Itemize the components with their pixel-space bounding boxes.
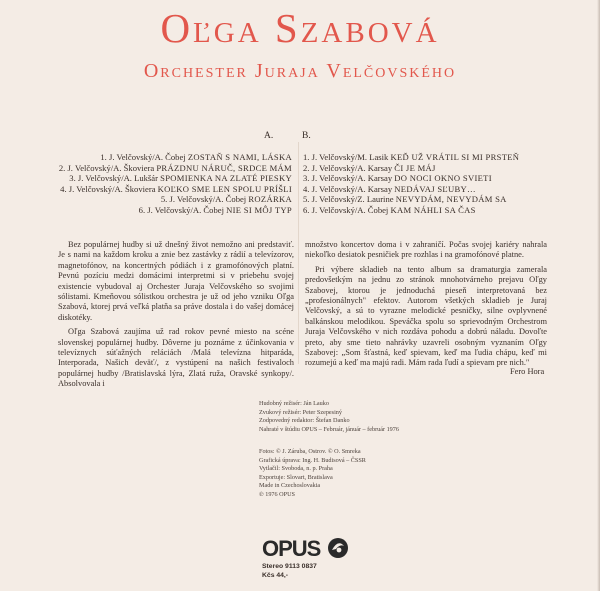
- price: Kčs 44,-: [262, 572, 289, 579]
- opus-logo-icon: [262, 535, 350, 561]
- side-a-label: A.: [264, 131, 274, 141]
- credit-line: Vytlačil: Svoboda, n. p. Praha: [259, 465, 333, 472]
- credit-line: Hudobný režisér: Ján Lauko: [259, 400, 329, 407]
- column-divider: [298, 142, 299, 364]
- credit-line: Made in Czechoslovakia: [259, 482, 321, 489]
- catalog-number: Stereo 9113 0837: [262, 563, 317, 570]
- side-a-tracklist: [59, 152, 292, 216]
- liner-notes-right: [305, 240, 547, 373]
- artist-name: Oľga Szabová: [160, 5, 440, 51]
- track-item: 3. J. Velčovský/A. Lukšár SPOMIENKA NA ZLATÉ PIESKY: [69, 173, 292, 184]
- catalog-info: [262, 562, 317, 580]
- notes-author: Fero Hora: [510, 367, 545, 376]
- track-item: 2. J. Velčovský/A. Karsay ČI JE MÁJ: [303, 162, 436, 173]
- credit-line: Nahraté v štúdiu OPUS – Február, jánuár – február 1976: [259, 425, 399, 433]
- track-item: 4. J. Velčovský/A. Karsay NEDÁVAJ SĽUBY…: [303, 183, 476, 194]
- credit-line: ℗ 1976 OPUS: [259, 490, 295, 498]
- track-item: 4. J. Velčovský/A. Škoviera KOĽKO SME LEN SPOLU PRÍŠLI: [60, 183, 292, 194]
- production-credits: [259, 400, 399, 434]
- credit-line: Zvukový režisér: Peter Szepesiný: [259, 408, 342, 416]
- logo-text: OPUS: [262, 536, 321, 561]
- credit-line: Zodpovedný redaktor: Štefan Danko: [259, 417, 350, 424]
- credit-line: Grafická úprava: Ing. H. Budisová – ČSSR: [259, 456, 366, 464]
- liner-notes-left: [58, 240, 294, 394]
- track-item: 6. J. Velčovský/A. Čobej NIE SI MÔJ TYP: [138, 204, 292, 215]
- design-credits: [259, 448, 366, 499]
- liner-paragraph: Bez populárnej hudby si už dnešný život nemožno ani predstaviť. Je s nami na každom kroku a znie bez zastávky z rádií a televízorov, magnetofónov, na koncertných pódiách i z gramofónových platní. Pevnú pozíciu medzi domácimi interpretmi si v priebehu svojej existencie vybudoval aj Orchester Juraja Velčovského so svojimi sólistami. Kmeňovou sólistkou orchestra je už od jeho vzniku Oľga Szabová, ktorej prvá veľká platňa sa práve dostala i do vašej domácej diskotéky.: [58, 240, 294, 322]
- track-item: 5. J. Velčovský/Z. Laurine NEVYDÁM, NEVYDÁM SA: [303, 194, 507, 205]
- track-item: 1. J. Velčovský/M. Lasik KEĎ UŽ VRÁTIL SI MI PRSTEŇ: [303, 152, 520, 162]
- track-item: 3. J. Velčovský/A. Karsay DO NOCI OKNO SVIETI: [303, 173, 492, 184]
- credit-line: Fotos: © J. Záruba, Ostrov. © O. Smreka: [259, 448, 361, 455]
- track-item: 2. J. Velčovský/A. Škoviera PRÁZDNU NÁRUČ, SRDCE MÁM: [58, 162, 292, 173]
- orchestra-name: Orchester Juraja Velčovského: [143, 60, 457, 82]
- liner-paragraph: Pri výbere skladieb na tento album sa dramaturgia zamerala predovšetkým na jednu zo stránok mnohotvárneho prejavu Oľgy Szabovej, ktorou je jednoduchá pieseň interpretovaná bez „profesionálnych" efektov. Autorom všetkých skladieb je Juraj Velčovský, a sú to vyrazne melodické pesničky, silne ovplyvnené balkánskou melodikou. Speváčka spolu so sprievodným Orchestrom Juraja Velčovského v nich rozdáva pohodu a dobrú náladu. Dovoľte preto, aby sme tieto nahrávky uzavreli osobným vyznaním Oľgy Szabovej: „Som šťastná, keď spievam, keď ma ľudia chápu, keď mi rozumejú a keď ma majú radi. Mám rada ľudí a spievam pre nich.": [305, 264, 547, 368]
- side-b-tracklist: [303, 152, 519, 216]
- liner-paragraph: Oľga Szabová zaujíma už rad rokov pevné miesto na scéne slovenskej populárnej hudby. Dôverne ju poznáme z účinkovania v televíznych súťažných reláciách /Malá televízna hitparáda, Interporada, Našich deväť/, z vystúpení na našich festivaloch populárnej hudby /Bratislavská lýra, Zlatá ruža, Oravské synkopy/. Absolvovala i: [58, 327, 294, 389]
- side-b-label: B.: [302, 131, 311, 141]
- track-item: 6. J. Velčovský/A. Čobej KAM NÁHLI SA ČAS: [303, 204, 476, 215]
- liner-paragraph: množstvo koncertov doma i v zahraničí. Počas svojej kariéry nahrala niekoľko desiatok pesničiek pre rozhlas i na gramofónové platne.: [305, 240, 547, 260]
- credit-line: Exportuje: Slovart, Bratislava: [259, 473, 333, 481]
- track-item: 1. J. Velčovský/A. Čobej ZOSTAŇ S NAMI, LÁSKA: [100, 152, 292, 162]
- track-item: 5. J. Velčovský/A. Čobej ROZÁRKA: [160, 194, 292, 205]
